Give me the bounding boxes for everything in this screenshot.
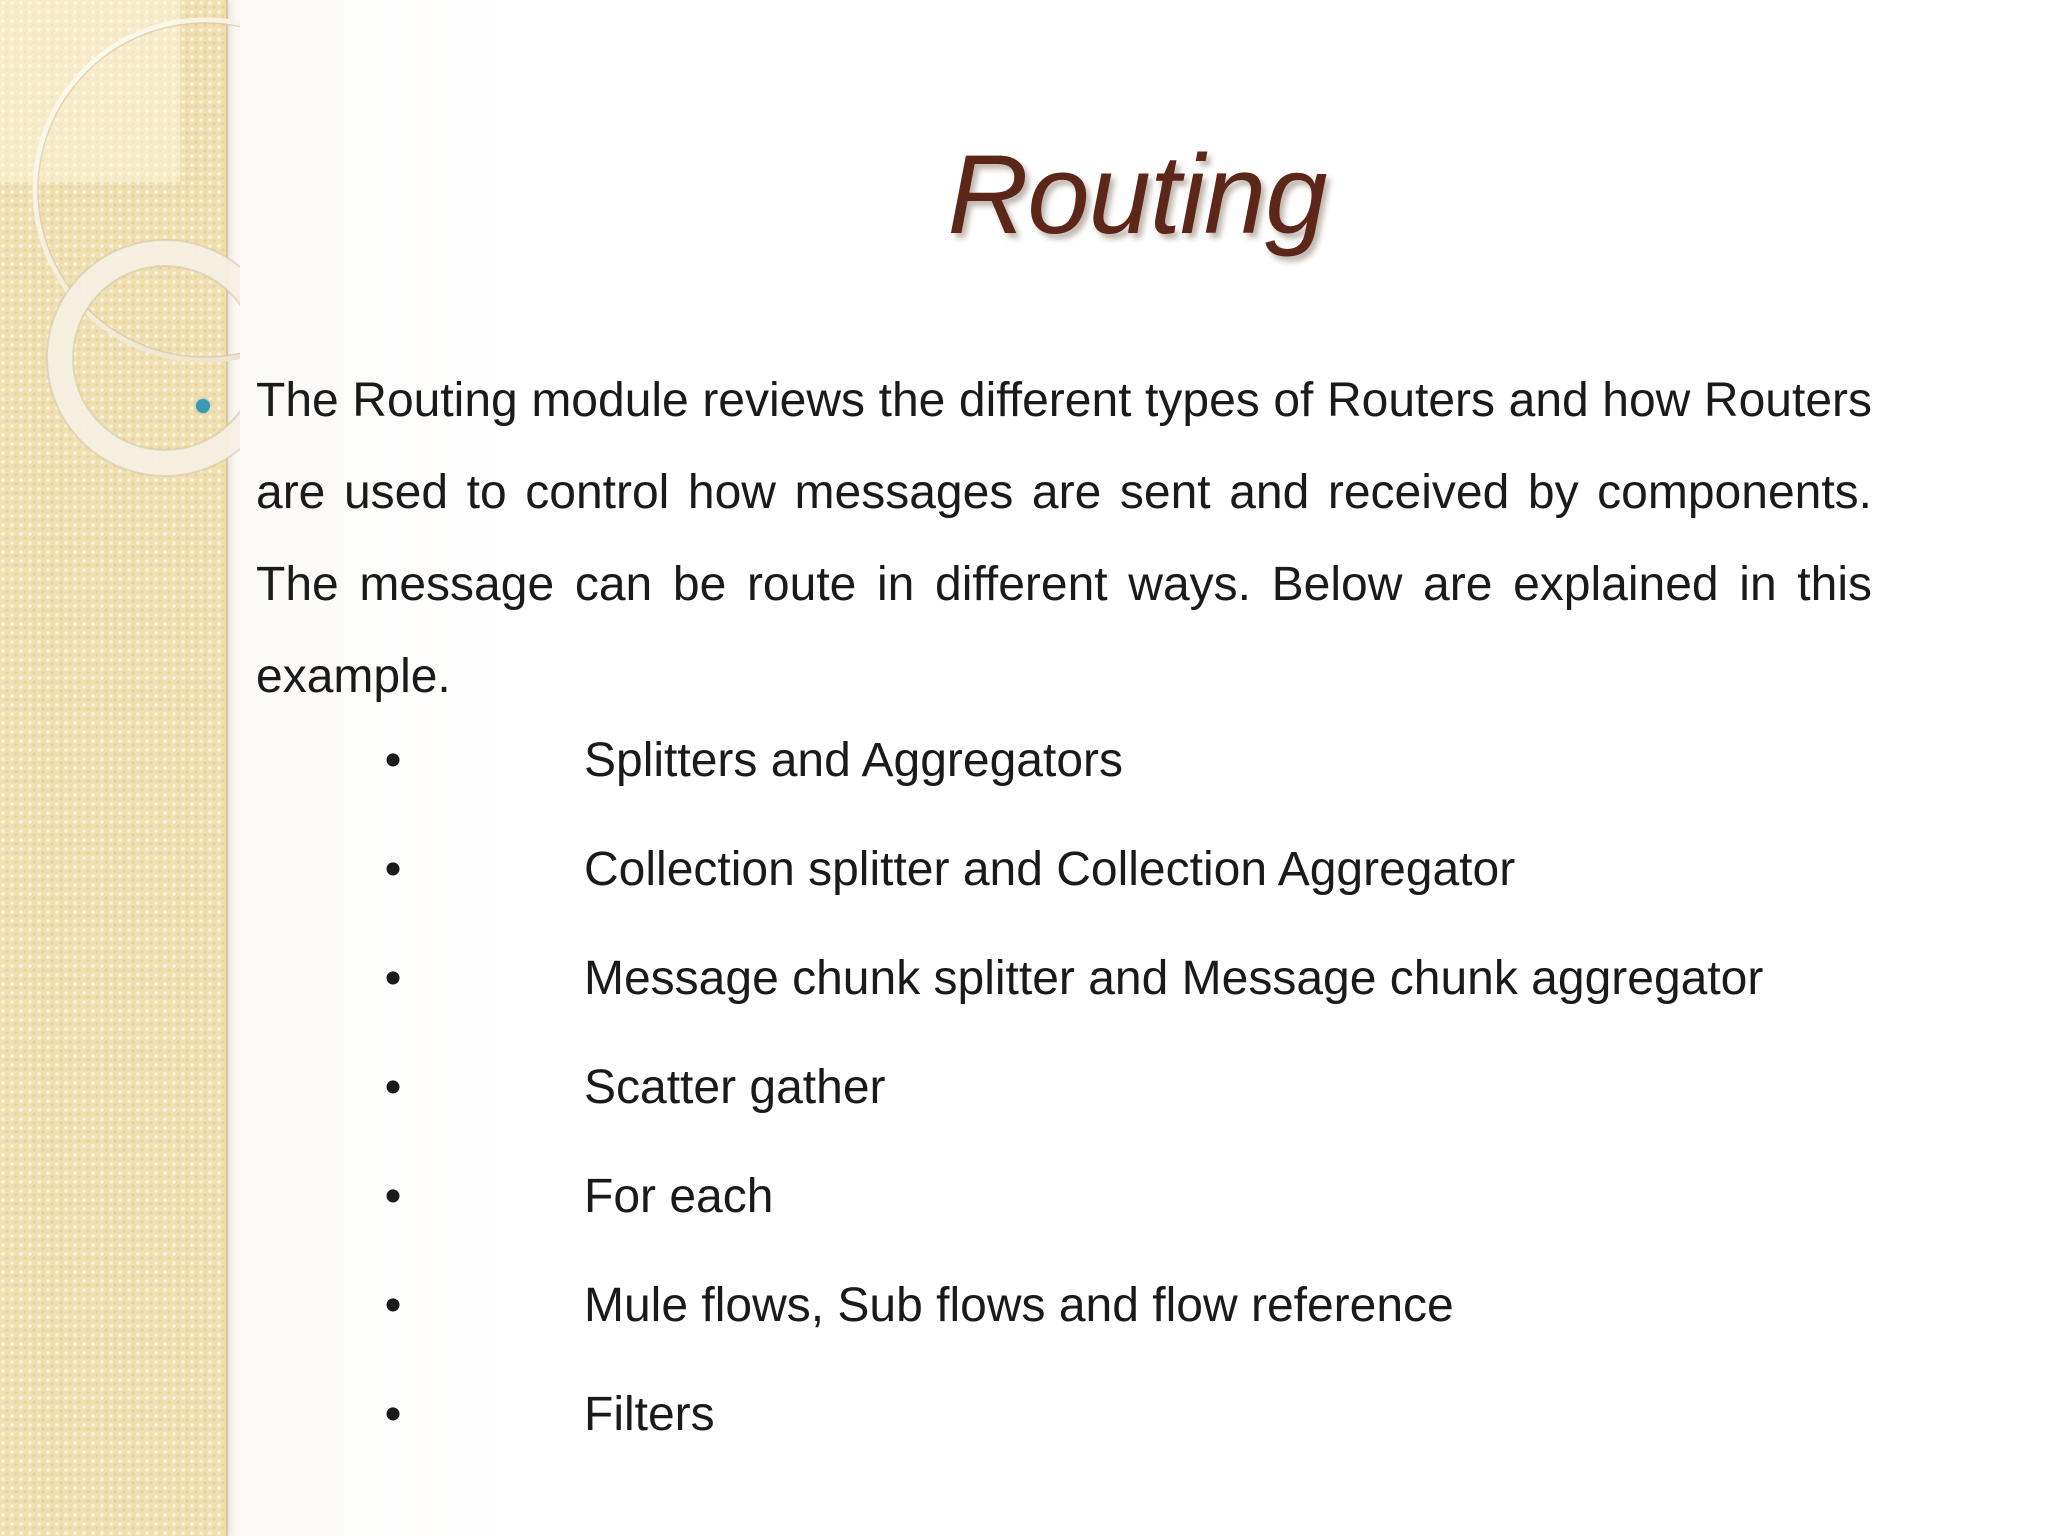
list-item <box>256 1058 1872 1167</box>
list-item-label: Filters <box>584 1388 715 1441</box>
list-item-label: Message chunk splitter and Message chunk aggregator <box>584 952 1764 1005</box>
slide-title: Routing <box>947 132 1327 257</box>
list-item-label: Collection splitter and Collection Aggregator <box>584 843 1516 896</box>
bullet-icon: • <box>384 1279 402 1332</box>
dot-bullet-icon <box>196 399 210 413</box>
list-item-label: Splitters and Aggregators <box>584 734 1123 787</box>
list-item-label: Scatter gather <box>584 1061 886 1114</box>
lead-paragraph <box>256 355 1872 723</box>
list-item-label: Mule flows, Sub flows and flow reference <box>584 1279 1454 1332</box>
slide-body <box>256 355 1872 1494</box>
list-item <box>256 949 1872 1058</box>
decorative-rings-icon <box>0 0 240 520</box>
list-item <box>256 1276 1872 1385</box>
routing-topics-list <box>256 731 1872 1494</box>
bullet-icon: • <box>384 952 402 1005</box>
lead-paragraph-text: The Routing module reviews the different types of Routers and how Routers are used to control how messages are sent and received by components. The message can be route in different ways. Below are explained in this example. <box>256 374 1872 703</box>
bullet-icon: • <box>384 1388 402 1441</box>
list-item <box>256 1167 1872 1276</box>
bullet-icon: • <box>384 1170 402 1223</box>
bullet-icon: • <box>384 734 402 787</box>
list-item <box>256 1385 1872 1494</box>
bullet-icon: • <box>384 1061 402 1114</box>
bullet-icon: • <box>384 843 402 896</box>
list-item-label: For each <box>584 1170 774 1223</box>
list-item <box>256 840 1872 949</box>
list-item <box>256 731 1872 840</box>
